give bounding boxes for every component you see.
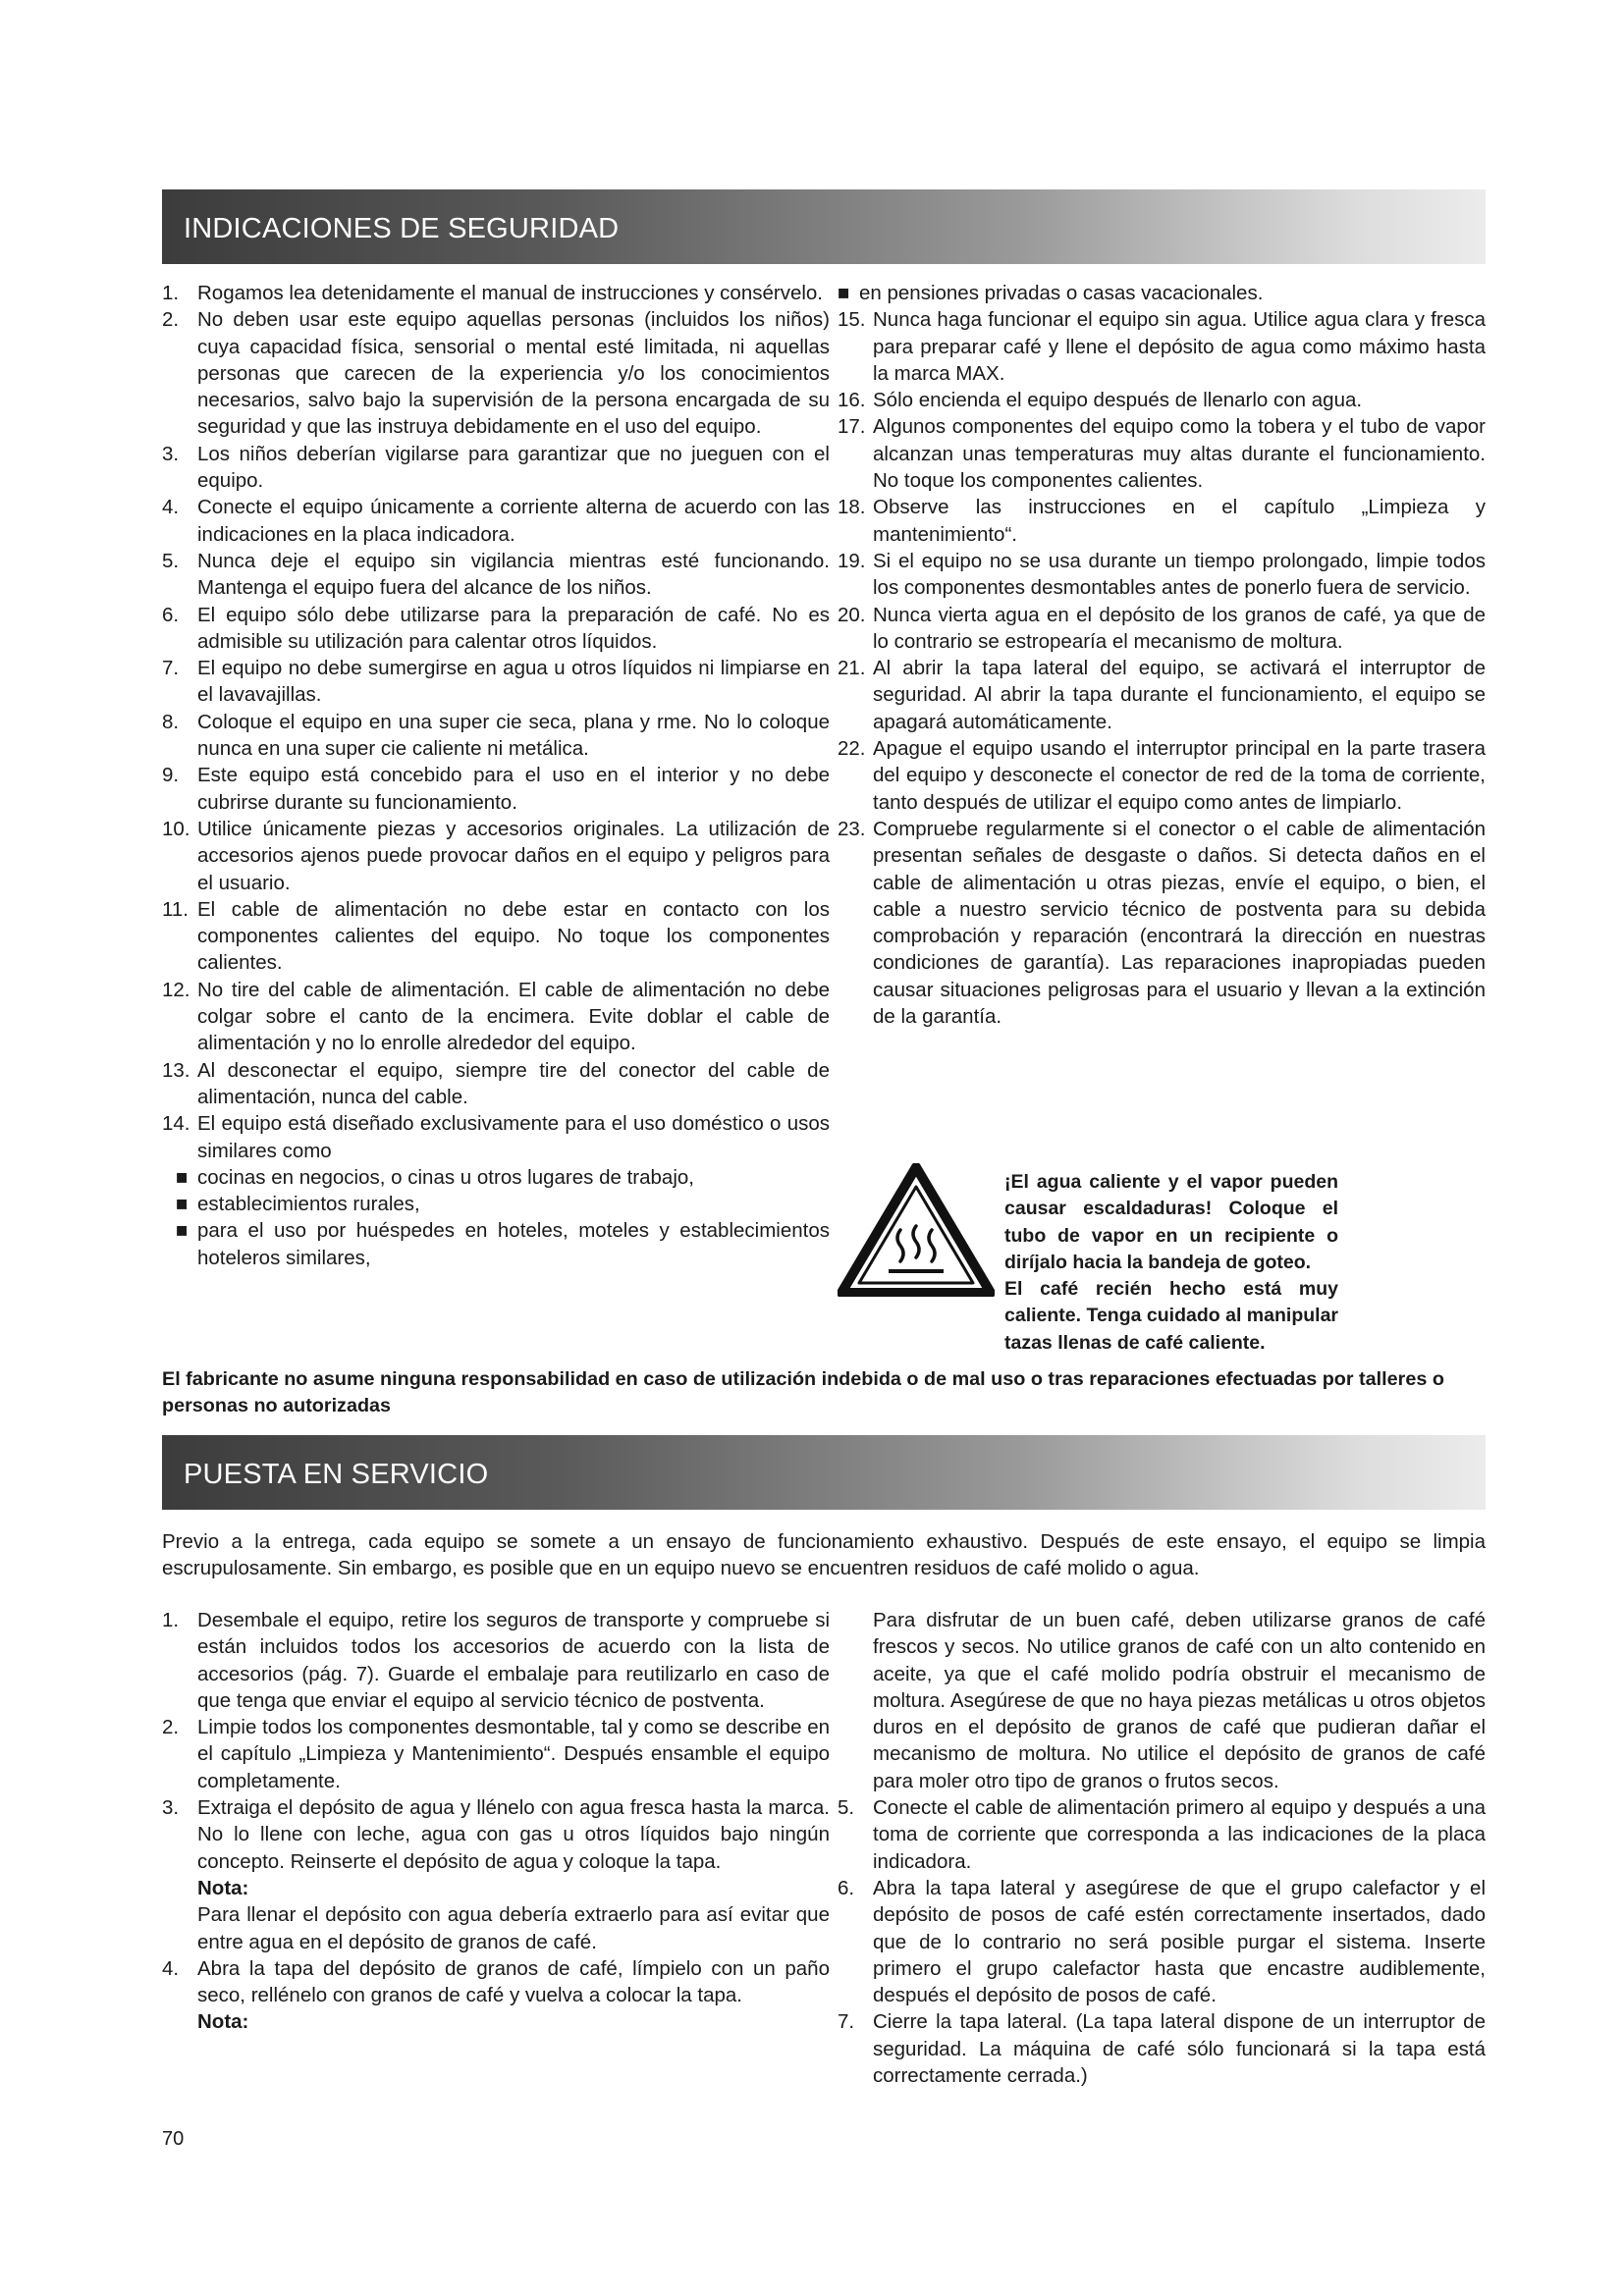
item-number: 19. <box>838 549 866 572</box>
list-item <box>838 306 1486 387</box>
nota-label: Nota: <box>197 2010 249 2034</box>
warning-line-2: El café recién hecho está muy caliente. Tenga cuidado al manipular tazas llenas de café caliente. <box>1004 1278 1338 1354</box>
sub-bullet-text: establecimientos rurales, <box>197 1193 420 1216</box>
list-item <box>162 977 830 1057</box>
safety-left-column <box>162 280 830 1271</box>
item-text: Al abrir la tapa lateral del equipo, se activará el interruptor de seguridad. Al abrir la tapa durante el funcionamiento, el equipo se apagará automáticamente. <box>873 657 1486 733</box>
list-item <box>838 1794 1486 1875</box>
item-number: 3. <box>162 1796 180 1820</box>
sub-bullet-text: en pensiones privadas o casas vacacionales. <box>859 282 1264 304</box>
nota-text: Para disfrutar de un buen café, deben utilizarse granos de café frescos y secos. No utilice granos de café con un alto contenido en aceite, ya que el café molido podría obstruir el mecanismo de moltura. Asegúrese de que no haya piezas metálicas u otros objetos duros en el depósito de granos de café que pudieran dañar el mecanismo de moltura. No utilice el depósito de granos de café para moler otro tipo de granos o frutos secos. <box>873 1609 1486 1792</box>
item-number: 22. <box>838 737 866 761</box>
item-number: 4. <box>162 496 180 519</box>
list-item <box>162 896 830 977</box>
item-number: 18. <box>838 496 866 519</box>
item-number: 8. <box>162 710 180 733</box>
sub-bullet <box>176 1191 830 1217</box>
list-item <box>838 2008 1486 2089</box>
item-number: 9. <box>162 764 180 787</box>
list-item <box>162 762 830 816</box>
item-number: 1. <box>162 282 180 304</box>
item-text: Limpie todos los componentes desmontable, tal y como se describe en el capítulo „Limpieza y Mantenimiento“. Después ensamble el equipo completamente. <box>197 1716 830 1792</box>
list-item <box>162 655 830 709</box>
item-text: Rogamos lea detenidamente el manual de instrucciones y consérvelo. <box>197 282 824 304</box>
setup-right-column <box>838 1607 1486 2089</box>
nota-block <box>162 1901 830 1955</box>
item-text: Desembale el equipo, retire los seguros de transporte y compruebe si están incluidos todos los accesorios de acuerdo con la lista de accesorios (pág. 7). Guarde el embalaje para reutilizarlo en caso de que tenga que enviar el equipo al servicio técnico de postventa. <box>197 1609 830 1712</box>
item-number: 2. <box>162 308 180 332</box>
item-number: 11. <box>162 897 189 921</box>
item-text: Utilice únicamente piezas y accesorios originales. La utilización de accesorios ajenos puede provocar daños en el equipo y peligros para el usuario. <box>197 817 830 894</box>
item-text: Si el equipo no se usa durante un tiempo prolongado, limpie todos los componentes desmontables antes de ponerlo fuera de servicio. <box>873 549 1486 600</box>
setup-intro: Previo a la entrega, cada equipo se somete a un ensayo de funcionamiento exhaustivo. Después de este ensayo, el equipo se limpia escrupulosamente. Sin embargo, es posible que en un equipo nuevo se encuentren residuos de café molido o agua. <box>162 1530 1486 1580</box>
item-number: 17. <box>838 415 866 439</box>
item-number: 6. <box>838 1876 855 1899</box>
item-text: Cierre la tapa lateral. (La tapa lateral dispone de un interruptor de seguridad. La máquina de café sólo funcionará si la tapa está correctamente cerrada.) <box>873 2010 1486 2088</box>
item-number: 14. <box>162 1112 190 1136</box>
item-text: No deben usar este equipo aquellas personas (incluidos los niños) cuya capacidad física, sensorial o mental esté limitada, ni aquellas personas que carecen de la experiencia y/o los conocimientos necesarios, salvo bajo la supervisión de la persona encargada de su seguridad y que las instruya debidamente en el uso del equipo. <box>197 308 830 439</box>
disclaimer: El fabricante no asume ninguna responsabilidad en caso de utilización indebida o de mal uso o tras reparaciones efectuadas por talleres o personas no autorizadas <box>162 1368 1444 1416</box>
section-title: INDICACIONES DE SEGURIDAD <box>184 213 620 244</box>
nota-block <box>838 1607 1486 1794</box>
list-item <box>162 1714 830 1794</box>
item-number: 5. <box>838 1796 855 1820</box>
sub-bullet-text: cocinas en negocios, o cinas u otros lugares de trabajo, <box>197 1165 694 1189</box>
list-item <box>162 1794 830 1875</box>
item-text: Observe las instrucciones en el capítulo „Limpieza y mantenimiento“. <box>873 496 1486 546</box>
item-number: 12. <box>162 978 190 1001</box>
item-text: Abra la tapa lateral y asegúrese de que el grupo calefactor y el depósito de posos de café estén correctamente insertados, dado que de lo contrario no será posible purgar el sistema. Inserte primero el grupo calefactor hasta que encastre audiblemente, después el depósito de posos de café. <box>873 1876 1486 2007</box>
list-item <box>162 306 830 440</box>
nota-text: Para llenar el depósito con agua debería extraerlo para así evitar que entre agua en el depósito de granos de café. <box>197 1903 830 1953</box>
item-text: Abra la tapa del depósito de granos de café, límpielo con un paño seco, rellénelo con granos de café y vuelva a colocar la tapa. <box>197 1956 830 2007</box>
item-text: No tire del cable de alimentación. El cable de alimentación no debe colgar sobre el canto de la encimera. Evite doblar el cable de alimentación y no lo enrolle alrededor del equipo. <box>197 978 830 1055</box>
list-item <box>162 709 830 763</box>
item-number: 23. <box>838 817 866 840</box>
page-number: 70 <box>162 2128 185 2150</box>
item-text: Coloque el equipo en una super cie seca, plana y rme. No lo coloque nunca en una super cie caliente ni metálica. <box>197 710 830 761</box>
hot-warning-box <box>838 1163 1486 1354</box>
item-number: 13. <box>162 1058 190 1082</box>
item-number: 10. <box>162 817 190 840</box>
item-number: 2. <box>162 1716 180 1739</box>
list-item <box>162 1607 830 1714</box>
item-text: Al desconectar el equipo, siempre tire del conector del cable de alimentación, nunca del cable. <box>197 1058 830 1108</box>
item-text: Nunca haga funcionar el equipo sin agua. Utilice agua clara y fresca para preparar café y llene el depósito de agua como máximo hasta la marca MAX. <box>873 308 1486 385</box>
bullet-icon: ■ <box>176 1165 189 1189</box>
bullet-icon: ■ <box>176 1193 189 1216</box>
setup-left-column <box>162 1607 830 2036</box>
item-text: Compruebe regularmente si el conector o el cable de alimentación presentan señales de desgaste o daños. Si detecta daños en el cable de alimentación u otras piezas, envíe el equipo, o bien, el cable a nuestro servicio técnico de postventa para su debida comprobación y reparación (encontrará la dirección en nuestras condiciones de garantía). Las reparaciones inapropiadas pueden causar situaciones peligrosas para el usuario y llevan a la extinción de la garantía. <box>873 817 1486 1029</box>
item-text: Conecte el cable de alimentación primero al equipo y después a una toma de corriente que corresponda a las indicaciones de la placa indicadora. <box>873 1796 1486 1873</box>
list-item <box>162 548 830 602</box>
list-item <box>162 1955 830 2009</box>
section-title: PUESTA EN SERVICIO <box>184 1459 489 1490</box>
warning-text <box>1004 1169 1338 1357</box>
item-number: 20. <box>838 603 866 626</box>
item-text: El equipo sólo debe utilizarse para la preparación de café. No es admisible su utilización para calentar otros líquidos. <box>197 603 830 653</box>
hot-surface-warning-icon <box>838 1163 995 1297</box>
section-header-safety <box>162 189 1486 264</box>
list-item <box>838 413 1486 494</box>
item-number: 6. <box>162 603 180 626</box>
nota-block <box>162 2008 830 2035</box>
item-text: Conecte el equipo únicamente a corriente alterna de acuerdo con las indicaciones en la placa indicadora. <box>197 496 830 546</box>
item-number: 1. <box>162 1609 180 1631</box>
list-item <box>838 494 1486 548</box>
list-item <box>838 816 1486 1030</box>
item-text: Apague el equipo usando el interruptor principal en la parte trasera del equipo y desconecte el conector de red de la toma de corriente, tanto después de utilizar el equipo como antes de limpiarlo. <box>873 737 1486 814</box>
item-text: Los niños deberían vigilarse para garantizar que no jueguen con el equipo. <box>197 442 830 493</box>
item-number: 21. <box>838 657 866 680</box>
list-item <box>162 1110 830 1164</box>
item-text: El cable de alimentación no debe estar en contacto con los componentes calientes del equipo. No toque los componentes calientes. <box>197 897 830 975</box>
sub-bullet <box>838 280 1486 306</box>
item-text: Extraiga el depósito de agua y llénelo con agua fresca hasta la marca. No lo llene con leche, agua con gas u otros líquidos bajo ningún concepto. Reinserte el depósito de agua y coloque la tapa. <box>197 1796 830 1873</box>
item-text: Nunca vierta agua en el depósito de los granos de café, ya que de lo contrario se estropearía el mecanismo de moltura. <box>873 603 1486 653</box>
bullet-icon: ■ <box>838 282 850 304</box>
list-item <box>162 494 830 548</box>
item-text: El equipo no debe sumergirse en agua u otros líquidos ni limpiarse en el lavavajillas. <box>197 657 830 707</box>
item-text: El equipo está diseñado exclusivamente para el uso doméstico o usos similares como <box>197 1112 830 1162</box>
item-text: Este equipo está concebido para el uso en el interior y no debe cubrirse durante su funcionamiento. <box>197 764 830 814</box>
list-item <box>838 655 1486 735</box>
list-item <box>162 280 830 306</box>
list-item <box>162 1057 830 1111</box>
nota-label: Nota: <box>197 1876 249 1899</box>
sub-bullet <box>176 1217 830 1271</box>
sub-bullet <box>176 1164 830 1191</box>
item-number: 7. <box>838 2010 855 2034</box>
item-text: Nunca deje el equipo sin vigilancia mientras esté funcionando. Mantenga el equipo fuera del alcance de los niños. <box>197 549 830 600</box>
item-text: Sólo encienda el equipo después de llenarlo con agua. <box>873 389 1363 412</box>
list-item <box>838 735 1486 816</box>
list-item <box>838 602 1486 656</box>
list-item <box>162 816 830 896</box>
list-item <box>838 1875 1486 2008</box>
safety-right-column <box>838 280 1486 1030</box>
list-item <box>838 548 1486 602</box>
list-item <box>162 441 830 495</box>
item-text: Algunos componentes del equipo como la tobera y el tubo de vapor alcanzan unas temperaturas muy altas durante el funcionamiento. No toque los componentes calientes. <box>873 415 1486 493</box>
list-item <box>162 602 830 656</box>
warning-line-1: ¡El agua caliente y el vapor pueden causar escaldaduras! Coloque el tubo de vapor en un recipiente o diríjalo hacia la bandeja de goteo. <box>1004 1171 1338 1273</box>
bullet-icon: ■ <box>176 1219 189 1243</box>
sub-bullet-text: para el uso por huéspedes en hoteles, moteles y establecimientos hoteleros similares, <box>197 1219 830 1269</box>
list-item <box>838 387 1486 413</box>
nota-block <box>162 1875 830 1901</box>
section-header-setup <box>162 1435 1486 1510</box>
item-number: 15. <box>838 308 866 332</box>
item-number: 4. <box>162 1956 180 1980</box>
item-number: 7. <box>162 657 180 680</box>
item-number: 16. <box>838 389 866 412</box>
item-number: 5. <box>162 549 180 572</box>
item-number: 3. <box>162 442 180 465</box>
